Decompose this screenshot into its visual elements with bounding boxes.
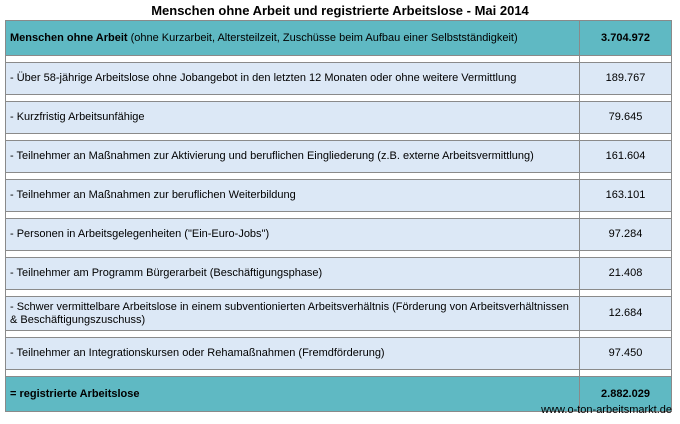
row-value: 161.604 [580, 141, 672, 173]
row-label: - Teilnehmer am Programm Bürgerarbeit (Beschäftigungsphase) [6, 258, 580, 290]
source-credit: www.o-ton-arbeitsmarkt.de [541, 404, 672, 416]
header-label-bold: Menschen ohne Arbeit [10, 31, 128, 44]
row-label: - Personen in Arbeitsgelegenheiten ("Ein-Euro-Jobs") [6, 219, 580, 251]
row-value: 189.767 [580, 63, 672, 95]
row-label: - Teilnehmer an Maßnahmen zur beruflichen Weiterbildung [6, 180, 580, 212]
table-title: Menschen ohne Arbeit und registrierte Arbeitslose - Mai 2014 [151, 3, 529, 18]
row-label: - Über 58-jährige Arbeitslose ohne Jobangebot in den letzten 12 Monaten oder ohne weitere Vermittlung [6, 63, 580, 95]
statistics-table [5, 20, 672, 412]
row-value: 97.450 [580, 338, 672, 370]
table-row [6, 338, 672, 370]
total-label-text: = registrierte Arbeitslose [10, 387, 140, 400]
row-label: - Schwer vermittelbare Arbeitslose in einem subventionierten Arbeitsverhältnis (Förderung von Arbeitsverhältnissen & Beschäftigungszuschuss) [6, 297, 580, 331]
row-value: 12.684 [580, 297, 672, 331]
spacer-row [6, 370, 672, 377]
header-value: 3.704.972 [580, 21, 672, 56]
spacer-row [6, 251, 672, 258]
table-row [6, 102, 672, 134]
row-label: - Teilnehmer an Integrationskursen oder Rehamaßnahmen (Fremdförderung) [6, 338, 580, 370]
total-label [6, 377, 580, 412]
row-label: - Kurzfristig Arbeitsunfähige [6, 102, 580, 134]
header-label [6, 21, 580, 56]
spacer-row [6, 134, 672, 141]
row-value: 163.101 [580, 180, 672, 212]
spacer-row [6, 95, 672, 102]
table-row [6, 258, 672, 290]
table-row [6, 141, 672, 173]
row-value: 97.284 [580, 219, 672, 251]
spacer-row [6, 212, 672, 219]
table-row [6, 63, 672, 95]
spacer-row [6, 173, 672, 180]
table-row [6, 219, 672, 251]
row-label: - Teilnehmer an Maßnahmen zur Aktivierung und beruflichen Eingliederung (z.B. externe Arbeitsvermittlung) [6, 141, 580, 173]
table-row [6, 180, 672, 212]
header-label-rest: (ohne Kurzarbeit, Altersteilzeit, Zuschüsse beim Aufbau einer Selbstständigkeit) [127, 31, 518, 44]
total-value: 2.882.029 [580, 377, 672, 412]
spacer-row [6, 290, 672, 297]
table-row [6, 297, 672, 331]
spacer-row [6, 331, 672, 338]
header-row [6, 21, 672, 56]
spacer-row [6, 56, 672, 63]
row-value: 79.645 [580, 102, 672, 134]
row-value: 21.408 [580, 258, 672, 290]
